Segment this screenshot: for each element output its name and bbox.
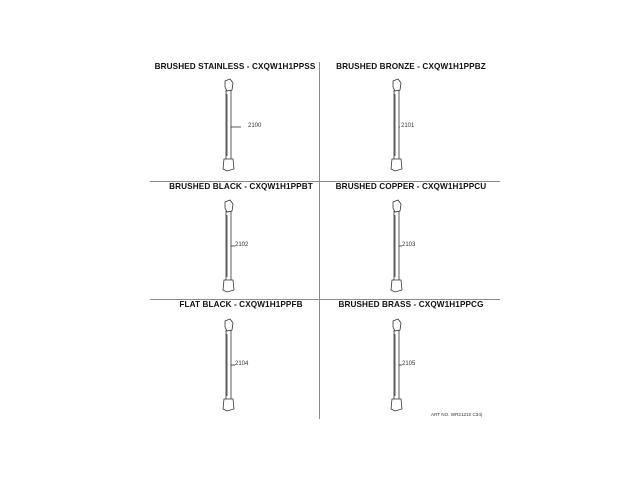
panel-brushed-brass (327, 300, 495, 418)
part-number-label: 2104 (235, 361, 249, 367)
panel-title: FLAT BLACK - CXQW1H1PPFB (179, 300, 303, 309)
handle-drawing (327, 182, 495, 300)
panel-brushed-copper (327, 182, 495, 300)
panel-title: BRUSHED STAINLESS - CXQW1H1PPSS (154, 62, 316, 71)
panel-brushed-stainless (151, 62, 319, 180)
handle-drawing (327, 300, 495, 418)
part-number-label: 2102 (235, 242, 249, 248)
art-number: ART NO. WR21210 C34) (431, 412, 483, 417)
panel-brushed-black (157, 182, 325, 300)
panel-title: BRUSHED BLACK - CXQW1H1PPBT (169, 182, 313, 191)
panel-title: BRUSHED BRASS - CXQW1H1PPCG (338, 300, 484, 309)
part-number-label: 2103 (402, 242, 416, 248)
panel-flat-black (157, 300, 325, 418)
part-number-label: 2105 (402, 361, 416, 367)
part-number-label: 2100 (248, 123, 262, 129)
panel-brushed-bronze (327, 62, 495, 180)
panel-title: BRUSHED COPPER - CXQW1H1PPCU (335, 182, 487, 191)
panel-title: BRUSHED BRONZE - CXQW1H1PPBZ (336, 62, 486, 71)
handle-drawing (157, 300, 325, 418)
handle-drawing (157, 182, 325, 300)
handle-drawing (151, 62, 319, 180)
handle-drawing (327, 62, 495, 180)
part-number-label: 2101 (401, 123, 415, 129)
